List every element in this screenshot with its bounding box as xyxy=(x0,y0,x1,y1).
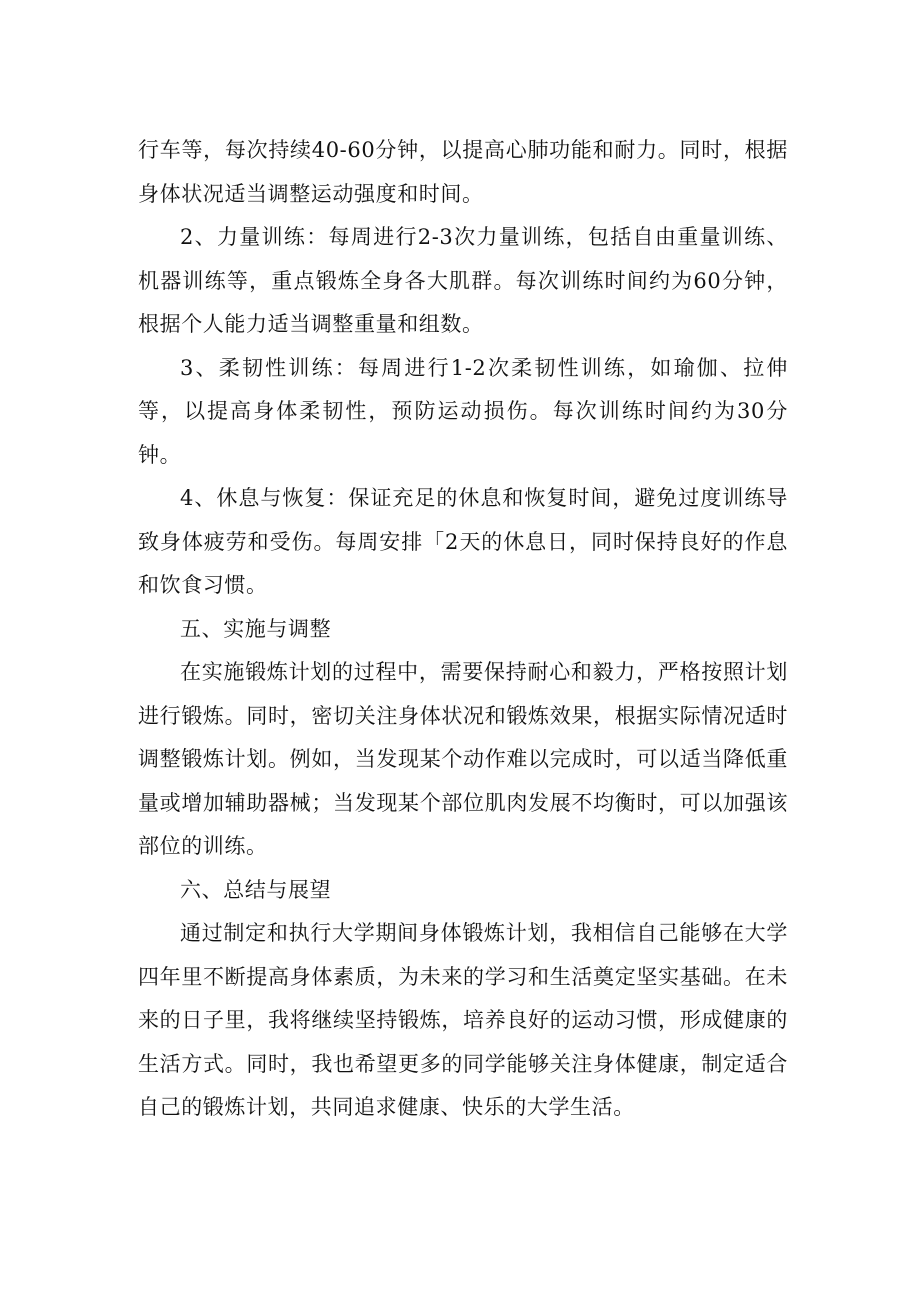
paragraph-flexibility-training: 3、柔韧性训练：每周进行1-2次柔韧性训练，如瑜伽、拉伸等，以提高身体柔韧性，预防运动损伤。每次训练时间约为30分钟。 xyxy=(138,355,788,467)
paragraph-strength-training: 2、力量训练：每周进行2-3次力量训练，包括自由重量训练、机器训练等，重点锻炼全身各大肌群。每次训练时间约为60分钟，根据个人能力适当调整重量和组数。 xyxy=(138,225,788,336)
section-heading-summary: 六、总结与展望 xyxy=(180,877,332,902)
paragraph-implementation: 在实施锻炼计划的过程中，需要保持耐心和毅力，严格按照计划进行锻炼。同时，密切关注身体状况和锻炼效果，根据实际情况适时调整锻炼计划。例如，当发现某个动作难以完成时，可以适当降低重量或增加辅助器械；当发现某个部位肌肉发展不均衡时，可以加强该部位的训练。 xyxy=(138,660,788,858)
paragraph-cardio-continued: 行车等，每次持续40-60分钟，以提高心肺功能和耐力。同时，根据身体状况适当调整运动强度和时间。 xyxy=(138,138,788,206)
section-heading-implementation: 五、实施与调整 xyxy=(180,616,332,641)
paragraph-rest-recovery: 4、休息与恢复：保证充足的休息和恢复时间，避免过度训练导致身体疲劳和受伤。每周安排「2天的休息日，同时保持良好的作息和饮食习惯。 xyxy=(138,486,788,597)
document-body xyxy=(138,129,788,1130)
paragraph-summary: 通过制定和执行大学期间身体锻炼计划，我相信自己能够在大学四年里不断提高身体素质，为未来的学习和生活奠定坚实基础。在未来的日子里，我将继续坚持锻炼，培养良好的运动习惯，形成健康的生活方式。同时，我也希望更多的同学能够关注身体健康，制定适合自己的锻炼计划，共同追求健康、快乐的大学生活。 xyxy=(138,921,788,1119)
